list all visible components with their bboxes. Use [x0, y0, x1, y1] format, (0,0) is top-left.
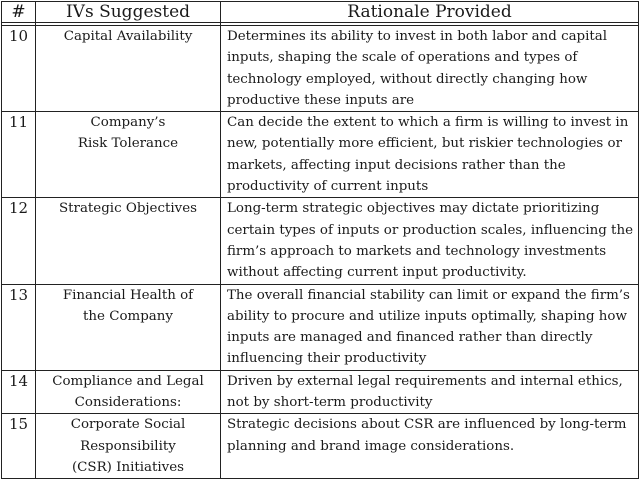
- rationale: Driven by external legal requirements and internal ethics, not by short-term productivity: [221, 370, 639, 414]
- header-number: #: [2, 2, 36, 23]
- header-row: [2, 2, 639, 23]
- iv-rationale-table: [1, 1, 639, 479]
- row-number: 11: [2, 112, 36, 198]
- table-header: [2, 2, 639, 23]
- table-row: [2, 414, 639, 479]
- rationale: The overall financial stability can limit or expand the firm’s ability to procure and utilize inputs optimally, shaping how inputs are managed and financed rather than directly influencing their productivity: [221, 284, 639, 370]
- iv-suggested: Company’s Risk Tolerance: [36, 112, 221, 198]
- rationale: Determines its ability to invest in both labor and capital inputs, shaping the scale of operations and types of technology employed, without directly changing how productive these inputs are: [221, 26, 639, 112]
- table-row: [2, 370, 639, 414]
- row-number: 10: [2, 26, 36, 112]
- row-number: 15: [2, 414, 36, 479]
- table-body: [2, 26, 639, 479]
- table-row: [2, 198, 639, 284]
- table-row: [2, 112, 639, 198]
- iv-suggested: Financial Health of the Company: [36, 284, 221, 370]
- row-number: 13: [2, 284, 36, 370]
- table-row: [2, 284, 639, 370]
- iv-suggested: Capital Availability: [36, 26, 221, 112]
- row-number: 14: [2, 370, 36, 414]
- header-ivs-suggested: IVs Suggested: [36, 2, 221, 23]
- rationale: Long-term strategic objectives may dictate prioritizing certain types of inputs or production scales, influencing the firm’s approach to markets and technology investments without affecting current input productivity.: [221, 198, 639, 284]
- rationale: Strategic decisions about CSR are influenced by long-term planning and brand image considerations.: [221, 414, 639, 479]
- rationale: Can decide the extent to which a firm is willing to invest in new, potentially more efficient, but riskier technologies or markets, affecting input decisions rather than the productivity of current inputs: [221, 112, 639, 198]
- header-rationale-provided: Rationale Provided: [221, 2, 639, 23]
- iv-suggested: Compliance and Legal Considerations:: [36, 370, 221, 414]
- row-number: 12: [2, 198, 36, 284]
- table-row: [2, 26, 639, 112]
- iv-suggested: Strategic Objectives: [36, 198, 221, 284]
- iv-suggested: Corporate Social Responsibility (CSR) Initiatives: [36, 414, 221, 479]
